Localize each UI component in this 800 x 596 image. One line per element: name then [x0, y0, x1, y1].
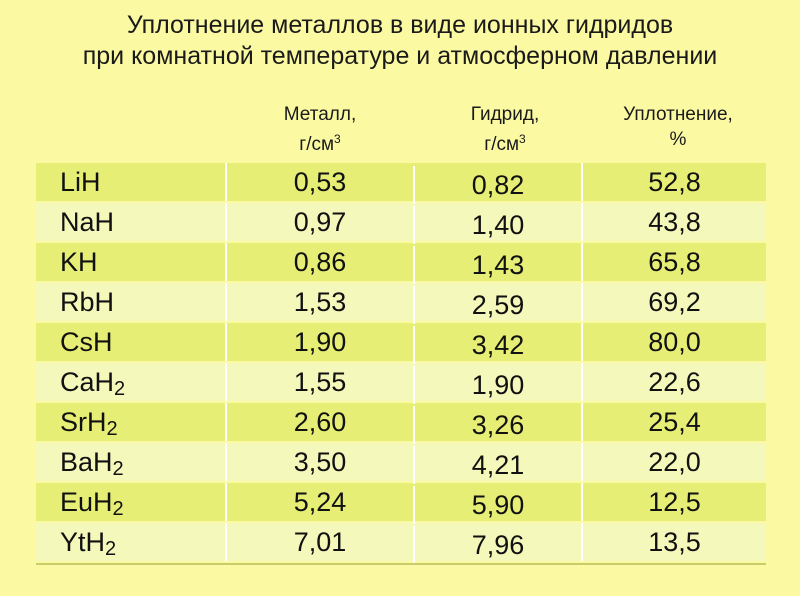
- cell-formula: [36, 243, 225, 281]
- header-metal-label: Металл,: [283, 104, 357, 125]
- table-row: [36, 243, 766, 281]
- table-row: [36, 283, 766, 321]
- table-row: [36, 163, 766, 201]
- header-compaction-label: Уплотнение,: [623, 104, 733, 125]
- table-row: [36, 403, 766, 441]
- cell-formula: [36, 323, 225, 361]
- formula-text: LiH: [60, 167, 101, 197]
- cell-hydride-density: 1,90: [413, 366, 581, 404]
- formula-text: CaH: [60, 367, 115, 397]
- cell-formula: [36, 283, 225, 321]
- cell-compaction: 80,0: [581, 323, 766, 361]
- cell-hydride-density: 5,90: [413, 486, 581, 524]
- cell-compaction: 69,2: [581, 283, 766, 321]
- cell-metal-density: 5,24: [225, 483, 413, 521]
- header-hydride-unit-text: г/см: [484, 134, 520, 155]
- cell-metal-density: 2,60: [225, 403, 413, 441]
- cell-metal-density: 1,55: [225, 363, 413, 401]
- cell-compaction: 12,5: [581, 483, 766, 521]
- header-metal-unit-sup: 3: [334, 132, 341, 146]
- title-line-1: Уплотнение металлов в виде ионных гидридов: [126, 11, 674, 39]
- formula-subscript: 2: [106, 418, 118, 440]
- formula-text: SrH: [60, 407, 107, 437]
- header-compaction-unit: %: [669, 129, 687, 150]
- cell-hydride-density: 3,42: [413, 326, 581, 364]
- formula-text: RbH: [60, 287, 115, 317]
- cell-compaction: 22,6: [581, 363, 766, 401]
- cell-hydride-density: 2,59: [413, 286, 581, 324]
- header-compaction: [598, 102, 758, 152]
- header-metal: [255, 102, 385, 157]
- formula-text: YtH: [60, 527, 106, 557]
- table-row: [36, 523, 766, 561]
- formula-text: BaH: [60, 447, 113, 477]
- cell-metal-density: 7,01: [225, 523, 413, 561]
- formula-subscript: 2: [114, 378, 126, 400]
- cell-compaction: 25,4: [581, 403, 766, 441]
- header-hydride-unit: [440, 127, 570, 157]
- cell-metal-density: 1,53: [225, 283, 413, 321]
- table-row: [36, 323, 766, 361]
- data-table: [36, 163, 766, 563]
- cell-hydride-density: 1,43: [413, 246, 581, 284]
- header-hydride: [440, 102, 570, 157]
- header-metal-unit-text: г/см: [299, 134, 335, 155]
- cell-metal-density: 3,50: [225, 443, 413, 481]
- cell-formula: [36, 163, 225, 201]
- cell-metal-density: 1,90: [225, 323, 413, 361]
- table-row: [36, 483, 766, 521]
- header-metal-unit: [255, 127, 385, 157]
- table-row: [36, 203, 766, 241]
- formula-text: NaH: [60, 207, 115, 237]
- formula-subscript: 2: [105, 538, 117, 560]
- formula-subscript: 2: [112, 458, 124, 480]
- title-line-2: при комнатной температуре и атмосферном давлении: [82, 42, 718, 70]
- cell-metal-density: 0,97: [225, 203, 413, 241]
- cell-metal-density: 0,86: [225, 243, 413, 281]
- header-hydride-unit-sup: 3: [519, 132, 526, 146]
- cell-metal-density: 0,53: [225, 163, 413, 201]
- formula-subscript: 2: [112, 498, 124, 520]
- cell-formula: [36, 523, 225, 561]
- table-bottom-divider: [36, 563, 766, 565]
- table-row: [36, 363, 766, 401]
- cell-hydride-density: 4,21: [413, 446, 581, 484]
- header-hydride-label: Гидрид,: [470, 104, 540, 125]
- cell-hydride-density: 0,82: [413, 166, 581, 204]
- cell-compaction: 65,8: [581, 243, 766, 281]
- cell-formula: [36, 203, 225, 241]
- cell-formula: [36, 443, 225, 481]
- cell-formula: [36, 403, 225, 441]
- formula-text: EuH: [60, 487, 113, 517]
- cell-hydride-density: 3,26: [413, 406, 581, 444]
- cell-compaction: 13,5: [581, 523, 766, 561]
- formula-text: CsH: [60, 327, 113, 357]
- cell-hydride-density: 7,96: [413, 526, 581, 564]
- cell-hydride-density: 1,40: [413, 206, 581, 244]
- cell-compaction: 52,8: [581, 163, 766, 201]
- page-title: [0, 10, 800, 72]
- cell-formula: [36, 483, 225, 521]
- formula-text: KH: [60, 247, 98, 277]
- table-row: [36, 443, 766, 481]
- cell-formula: [36, 363, 225, 401]
- cell-compaction: 43,8: [581, 203, 766, 241]
- cell-compaction: 22,0: [581, 443, 766, 481]
